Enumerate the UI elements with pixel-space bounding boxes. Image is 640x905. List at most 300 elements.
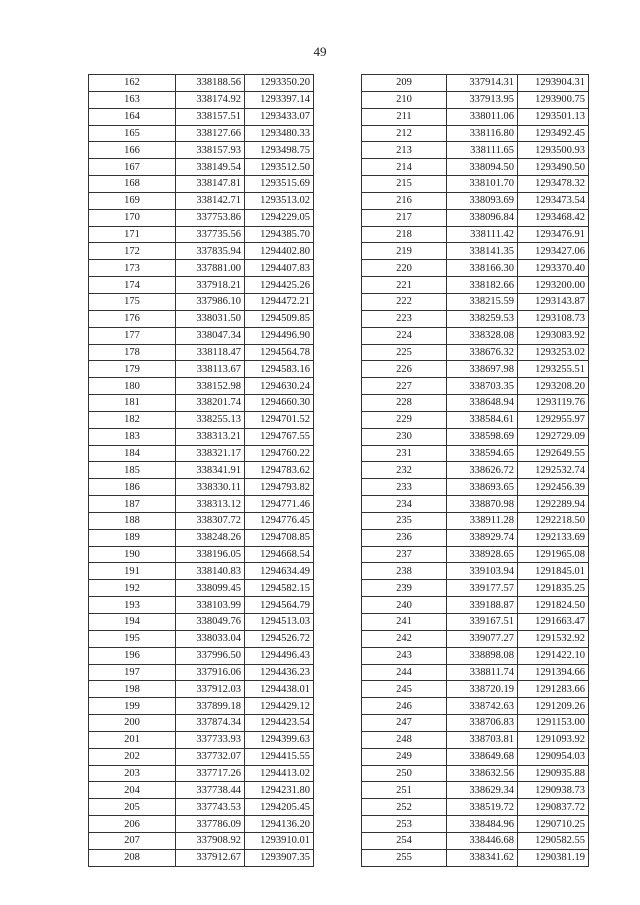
- x-coordinate-cell: 337753.86: [176, 209, 245, 226]
- y-coordinate-cell: 1294783.62: [245, 462, 314, 479]
- point-number-cell: 219: [362, 243, 447, 260]
- point-number-cell: 220: [362, 260, 447, 277]
- y-coordinate-cell: 1293350.20: [245, 75, 314, 92]
- table-row: [362, 748, 589, 765]
- x-coordinate-cell: 338116.80: [447, 125, 518, 142]
- point-number-cell: 235: [362, 512, 447, 529]
- y-coordinate-cell: 1291283.66: [518, 681, 589, 698]
- table-row: [89, 361, 314, 378]
- point-number-cell: 225: [362, 344, 447, 361]
- table-row: [89, 614, 314, 631]
- point-number-cell: 186: [89, 479, 176, 496]
- table-row: [362, 75, 589, 92]
- x-coordinate-cell: 337717.26: [176, 765, 245, 782]
- y-coordinate-cell: 1293513.02: [245, 192, 314, 209]
- y-coordinate-cell: 1291422.10: [518, 647, 589, 664]
- x-coordinate-cell: 337916.06: [176, 664, 245, 681]
- table-row: [362, 260, 589, 277]
- point-number-cell: 208: [89, 849, 176, 866]
- x-coordinate-cell: 338142.71: [176, 192, 245, 209]
- table-row: [89, 748, 314, 765]
- table-row: [362, 832, 589, 849]
- x-coordinate-cell: 338255.13: [176, 411, 245, 428]
- table-row: [362, 765, 589, 782]
- table-row: [362, 597, 589, 614]
- table-row: [362, 580, 589, 597]
- table-row: [89, 260, 314, 277]
- x-coordinate-cell: 337996.50: [176, 647, 245, 664]
- table-row: [362, 411, 589, 428]
- x-coordinate-cell: 338811.74: [447, 664, 518, 681]
- x-coordinate-cell: 338094.50: [447, 159, 518, 176]
- table-row: [362, 226, 589, 243]
- table-row: [89, 192, 314, 209]
- y-coordinate-cell: 1294496.43: [245, 647, 314, 664]
- table-row: [362, 799, 589, 816]
- point-number-cell: 202: [89, 748, 176, 765]
- table-row: [362, 462, 589, 479]
- point-number-cell: 193: [89, 597, 176, 614]
- x-coordinate-cell: 337912.03: [176, 681, 245, 698]
- x-coordinate-cell: 338870.98: [447, 496, 518, 513]
- table-row: [362, 496, 589, 513]
- x-coordinate-cell: 338703.81: [447, 731, 518, 748]
- table-row: [362, 361, 589, 378]
- x-coordinate-cell: 338152.98: [176, 378, 245, 395]
- x-coordinate-cell: 338033.04: [176, 630, 245, 647]
- table-row: [362, 192, 589, 209]
- x-coordinate-cell: 337735.56: [176, 226, 245, 243]
- point-number-cell: 198: [89, 681, 176, 698]
- y-coordinate-cell: 1294760.22: [245, 445, 314, 462]
- table-row: [89, 681, 314, 698]
- y-coordinate-cell: 1294407.83: [245, 260, 314, 277]
- x-coordinate-cell: 338127.66: [176, 125, 245, 142]
- y-coordinate-cell: 1291824.50: [518, 597, 589, 614]
- x-coordinate-cell: 337881.00: [176, 260, 245, 277]
- x-coordinate-cell: 337908.92: [176, 832, 245, 849]
- y-coordinate-cell: 1294701.52: [245, 411, 314, 428]
- table-row: [362, 849, 589, 866]
- table-row: [89, 580, 314, 597]
- table-row: [362, 428, 589, 445]
- y-coordinate-cell: 1292649.55: [518, 445, 589, 462]
- y-coordinate-cell: 1294399.63: [245, 731, 314, 748]
- y-coordinate-cell: 1294415.55: [245, 748, 314, 765]
- y-coordinate-cell: 1294668.54: [245, 546, 314, 563]
- point-number-cell: 196: [89, 647, 176, 664]
- point-number-cell: 169: [89, 192, 176, 209]
- x-coordinate-cell: 338011.06: [447, 108, 518, 125]
- x-coordinate-cell: 337986.10: [176, 293, 245, 310]
- table-row: [89, 125, 314, 142]
- table-row: [89, 75, 314, 92]
- point-number-cell: 217: [362, 209, 447, 226]
- x-coordinate-cell: 338101.70: [447, 176, 518, 193]
- point-number-cell: 223: [362, 310, 447, 327]
- table-row: [362, 176, 589, 193]
- point-number-cell: 249: [362, 748, 447, 765]
- table-row: [89, 782, 314, 799]
- table-row: [362, 664, 589, 681]
- point-number-cell: 237: [362, 546, 447, 563]
- x-coordinate-cell: 337913.95: [447, 91, 518, 108]
- y-coordinate-cell: 1294496.90: [245, 327, 314, 344]
- y-coordinate-cell: 1294771.46: [245, 496, 314, 513]
- x-coordinate-cell: 338111.65: [447, 142, 518, 159]
- x-coordinate-cell: 338928.65: [447, 546, 518, 563]
- x-coordinate-cell: 338632.56: [447, 765, 518, 782]
- point-number-cell: 242: [362, 630, 447, 647]
- point-number-cell: 240: [362, 597, 447, 614]
- point-number-cell: 168: [89, 176, 176, 193]
- page-number: 49: [313, 44, 327, 59]
- table-row: [362, 512, 589, 529]
- y-coordinate-cell: 1293501.13: [518, 108, 589, 125]
- point-number-cell: 238: [362, 563, 447, 580]
- y-coordinate-cell: 1294583.16: [245, 361, 314, 378]
- table-row: [362, 209, 589, 226]
- table-row: [89, 529, 314, 546]
- point-number-cell: 210: [362, 91, 447, 108]
- x-coordinate-cell: 338201.74: [176, 395, 245, 412]
- x-coordinate-cell: 339188.87: [447, 597, 518, 614]
- x-coordinate-cell: 338196.05: [176, 546, 245, 563]
- y-coordinate-cell: 1291209.26: [518, 698, 589, 715]
- table-row: [89, 293, 314, 310]
- y-coordinate-cell: 1293119.76: [518, 395, 589, 412]
- x-coordinate-cell: 338157.93: [176, 142, 245, 159]
- table-row: [89, 563, 314, 580]
- point-number-cell: 203: [89, 765, 176, 782]
- point-number-cell: 241: [362, 614, 447, 631]
- x-coordinate-cell: 338911.28: [447, 512, 518, 529]
- y-coordinate-cell: 1290935.88: [518, 765, 589, 782]
- table-row: [362, 546, 589, 563]
- x-coordinate-cell: 338676.32: [447, 344, 518, 361]
- x-coordinate-cell: 338594.65: [447, 445, 518, 462]
- y-coordinate-cell: 1294634.49: [245, 563, 314, 580]
- x-coordinate-cell: 338626.72: [447, 462, 518, 479]
- point-number-cell: 228: [362, 395, 447, 412]
- table-row: [362, 529, 589, 546]
- table-row: [362, 715, 589, 732]
- y-coordinate-cell: 1294436.23: [245, 664, 314, 681]
- point-number-cell: 190: [89, 546, 176, 563]
- y-coordinate-cell: 1293900.75: [518, 91, 589, 108]
- x-coordinate-cell: 338703.35: [447, 378, 518, 395]
- x-coordinate-cell: 338049.76: [176, 614, 245, 631]
- table-row: [89, 378, 314, 395]
- x-coordinate-cell: 338697.98: [447, 361, 518, 378]
- y-coordinate-cell: 1291663.47: [518, 614, 589, 631]
- x-coordinate-cell: 338147.81: [176, 176, 245, 193]
- table-row: [362, 142, 589, 159]
- y-coordinate-cell: 1294425.26: [245, 277, 314, 294]
- y-coordinate-cell: 1292133.69: [518, 529, 589, 546]
- y-coordinate-cell: 1294429.12: [245, 698, 314, 715]
- y-coordinate-cell: 1294767.55: [245, 428, 314, 445]
- point-number-cell: 212: [362, 125, 447, 142]
- table-row: [362, 344, 589, 361]
- table-row: [89, 243, 314, 260]
- point-number-cell: 191: [89, 563, 176, 580]
- point-number-cell: 185: [89, 462, 176, 479]
- y-coordinate-cell: 1294630.24: [245, 378, 314, 395]
- y-coordinate-cell: 1294229.05: [245, 209, 314, 226]
- x-coordinate-cell: 338629.34: [447, 782, 518, 799]
- table-row: [362, 277, 589, 294]
- x-coordinate-cell: 337899.18: [176, 698, 245, 715]
- y-coordinate-cell: 1294776.45: [245, 512, 314, 529]
- point-number-cell: 222: [362, 293, 447, 310]
- point-number-cell: 253: [362, 816, 447, 833]
- x-coordinate-cell: 338446.68: [447, 832, 518, 849]
- point-number-cell: 184: [89, 445, 176, 462]
- y-coordinate-cell: 1291394.66: [518, 664, 589, 681]
- table-row: [362, 243, 589, 260]
- table-row: [362, 782, 589, 799]
- point-number-cell: 247: [362, 715, 447, 732]
- x-coordinate-cell: 337743.53: [176, 799, 245, 816]
- point-number-cell: 205: [89, 799, 176, 816]
- y-coordinate-cell: 1293370.40: [518, 260, 589, 277]
- table-row: [362, 327, 589, 344]
- x-coordinate-cell: 337918.21: [176, 277, 245, 294]
- table-row: [89, 176, 314, 193]
- x-coordinate-cell: 338484.96: [447, 816, 518, 833]
- table-row: [89, 647, 314, 664]
- x-coordinate-cell: 338215.59: [447, 293, 518, 310]
- point-number-cell: 232: [362, 462, 447, 479]
- point-number-cell: 170: [89, 209, 176, 226]
- table-row: [362, 395, 589, 412]
- table-row: [362, 378, 589, 395]
- x-coordinate-cell: 337835.94: [176, 243, 245, 260]
- x-coordinate-cell: 337738.44: [176, 782, 245, 799]
- x-coordinate-cell: 338157.51: [176, 108, 245, 125]
- point-number-cell: 211: [362, 108, 447, 125]
- y-coordinate-cell: 1293468.42: [518, 209, 589, 226]
- y-coordinate-cell: 1294231.80: [245, 782, 314, 799]
- x-coordinate-cell: 338259.53: [447, 310, 518, 327]
- table-row: [89, 462, 314, 479]
- x-coordinate-cell: 338330.11: [176, 479, 245, 496]
- point-number-cell: 206: [89, 816, 176, 833]
- y-coordinate-cell: 1293480.33: [245, 125, 314, 142]
- x-coordinate-cell: 338313.21: [176, 428, 245, 445]
- y-coordinate-cell: 1293515.69: [245, 176, 314, 193]
- x-coordinate-cell: 338111.42: [447, 226, 518, 243]
- table-row: [89, 479, 314, 496]
- table-row: [89, 310, 314, 327]
- y-coordinate-cell: 1293253.02: [518, 344, 589, 361]
- x-coordinate-cell: 338898.08: [447, 647, 518, 664]
- y-coordinate-cell: 1294438.01: [245, 681, 314, 698]
- y-coordinate-cell: 1292955.97: [518, 411, 589, 428]
- table-row: [362, 108, 589, 125]
- y-coordinate-cell: 1293490.50: [518, 159, 589, 176]
- y-coordinate-cell: 1292218.50: [518, 512, 589, 529]
- y-coordinate-cell: 1293397.14: [245, 91, 314, 108]
- table-row: [362, 614, 589, 631]
- point-number-cell: 233: [362, 479, 447, 496]
- y-coordinate-cell: 1293492.45: [518, 125, 589, 142]
- x-coordinate-cell: 338096.84: [447, 209, 518, 226]
- point-number-cell: 255: [362, 849, 447, 866]
- y-coordinate-cell: 1291845.01: [518, 563, 589, 580]
- point-number-cell: 163: [89, 91, 176, 108]
- x-coordinate-cell: 338103.99: [176, 597, 245, 614]
- y-coordinate-cell: 1291153.00: [518, 715, 589, 732]
- y-coordinate-cell: 1294136.20: [245, 816, 314, 833]
- x-coordinate-cell: 338584.61: [447, 411, 518, 428]
- point-number-cell: 195: [89, 630, 176, 647]
- table-row: [89, 731, 314, 748]
- table-row: [89, 546, 314, 563]
- table-row: [89, 445, 314, 462]
- table-row: [89, 159, 314, 176]
- y-coordinate-cell: 1294708.85: [245, 529, 314, 546]
- table-row: [362, 293, 589, 310]
- point-number-cell: 166: [89, 142, 176, 159]
- table-row: [89, 395, 314, 412]
- point-number-cell: 221: [362, 277, 447, 294]
- point-number-cell: 216: [362, 192, 447, 209]
- x-coordinate-cell: 338182.66: [447, 277, 518, 294]
- point-number-cell: 177: [89, 327, 176, 344]
- table-row: [362, 630, 589, 647]
- table-row: [89, 849, 314, 866]
- x-coordinate-cell: 338519.72: [447, 799, 518, 816]
- point-number-cell: 162: [89, 75, 176, 92]
- table-row: [89, 209, 314, 226]
- y-coordinate-cell: 1294582.15: [245, 580, 314, 597]
- table-row: [89, 108, 314, 125]
- y-coordinate-cell: 1290837.72: [518, 799, 589, 816]
- point-number-cell: 182: [89, 411, 176, 428]
- y-coordinate-cell: 1293208.20: [518, 378, 589, 395]
- x-coordinate-cell: 337786.09: [176, 816, 245, 833]
- x-coordinate-cell: 337914.31: [447, 75, 518, 92]
- x-coordinate-cell: 338188.56: [176, 75, 245, 92]
- point-number-cell: 176: [89, 310, 176, 327]
- point-number-cell: 189: [89, 529, 176, 546]
- x-coordinate-cell: 337733.93: [176, 731, 245, 748]
- y-coordinate-cell: 1293255.51: [518, 361, 589, 378]
- x-coordinate-cell: 337732.07: [176, 748, 245, 765]
- x-coordinate-cell: 338649.68: [447, 748, 518, 765]
- point-number-cell: 192: [89, 580, 176, 597]
- table-row: [362, 445, 589, 462]
- point-number-cell: 201: [89, 731, 176, 748]
- x-coordinate-cell: 338742.63: [447, 698, 518, 715]
- y-coordinate-cell: 1294413.02: [245, 765, 314, 782]
- y-coordinate-cell: 1294564.79: [245, 597, 314, 614]
- point-number-cell: 209: [362, 75, 447, 92]
- table-row: [362, 310, 589, 327]
- point-number-cell: 231: [362, 445, 447, 462]
- point-number-cell: 245: [362, 681, 447, 698]
- point-number-cell: 214: [362, 159, 447, 176]
- y-coordinate-cell: 1290710.25: [518, 816, 589, 833]
- x-coordinate-cell: 337912.67: [176, 849, 245, 866]
- x-coordinate-cell: 338099.45: [176, 580, 245, 597]
- x-coordinate-cell: 338693.65: [447, 479, 518, 496]
- y-coordinate-cell: 1293907.35: [245, 849, 314, 866]
- table-row: [89, 664, 314, 681]
- y-coordinate-cell: 1293200.00: [518, 277, 589, 294]
- point-number-cell: 207: [89, 832, 176, 849]
- y-coordinate-cell: 1293478.32: [518, 176, 589, 193]
- point-number-cell: 239: [362, 580, 447, 597]
- table-row: [89, 512, 314, 529]
- x-coordinate-cell: 339177.57: [447, 580, 518, 597]
- y-coordinate-cell: 1293476.91: [518, 226, 589, 243]
- y-coordinate-cell: 1291532.92: [518, 630, 589, 647]
- y-coordinate-cell: 1293108.73: [518, 310, 589, 327]
- y-coordinate-cell: 1292289.94: [518, 496, 589, 513]
- table-row: [362, 681, 589, 698]
- y-coordinate-cell: 1291835.25: [518, 580, 589, 597]
- x-coordinate-cell: 338166.30: [447, 260, 518, 277]
- point-number-cell: 181: [89, 395, 176, 412]
- point-number-cell: 171: [89, 226, 176, 243]
- table-row: [89, 832, 314, 849]
- y-coordinate-cell: 1293498.75: [245, 142, 314, 159]
- x-coordinate-cell: 338118.47: [176, 344, 245, 361]
- x-coordinate-cell: 338307.72: [176, 512, 245, 529]
- x-coordinate-cell: 338929.74: [447, 529, 518, 546]
- y-coordinate-cell: 1290381.19: [518, 849, 589, 866]
- table-row: [362, 159, 589, 176]
- table-row: [89, 91, 314, 108]
- point-number-cell: 204: [89, 782, 176, 799]
- point-number-cell: 179: [89, 361, 176, 378]
- table-row: [89, 765, 314, 782]
- point-number-cell: 180: [89, 378, 176, 395]
- point-number-cell: 187: [89, 496, 176, 513]
- y-coordinate-cell: 1290582.55: [518, 832, 589, 849]
- y-coordinate-cell: 1293083.92: [518, 327, 589, 344]
- table-row: [89, 799, 314, 816]
- point-number-cell: 251: [362, 782, 447, 799]
- x-coordinate-cell: 339167.51: [447, 614, 518, 631]
- table-row: [89, 344, 314, 361]
- x-coordinate-cell: 338140.83: [176, 563, 245, 580]
- table-row: [89, 715, 314, 732]
- point-number-cell: 164: [89, 108, 176, 125]
- point-number-cell: 229: [362, 411, 447, 428]
- point-number-cell: 178: [89, 344, 176, 361]
- y-coordinate-cell: 1294205.45: [245, 799, 314, 816]
- x-coordinate-cell: 338328.08: [447, 327, 518, 344]
- x-coordinate-cell: 338341.62: [447, 849, 518, 866]
- y-coordinate-cell: 1293433.07: [245, 108, 314, 125]
- table-row: [362, 647, 589, 664]
- x-coordinate-cell: 338720.19: [447, 681, 518, 698]
- point-number-cell: 250: [362, 765, 447, 782]
- point-number-cell: 246: [362, 698, 447, 715]
- coordinates-table-right: [361, 74, 589, 867]
- x-coordinate-cell: 338113.67: [176, 361, 245, 378]
- point-number-cell: 200: [89, 715, 176, 732]
- point-number-cell: 230: [362, 428, 447, 445]
- point-number-cell: 172: [89, 243, 176, 260]
- x-coordinate-cell: 338341.91: [176, 462, 245, 479]
- x-coordinate-cell: 338648.94: [447, 395, 518, 412]
- x-coordinate-cell: 338174.92: [176, 91, 245, 108]
